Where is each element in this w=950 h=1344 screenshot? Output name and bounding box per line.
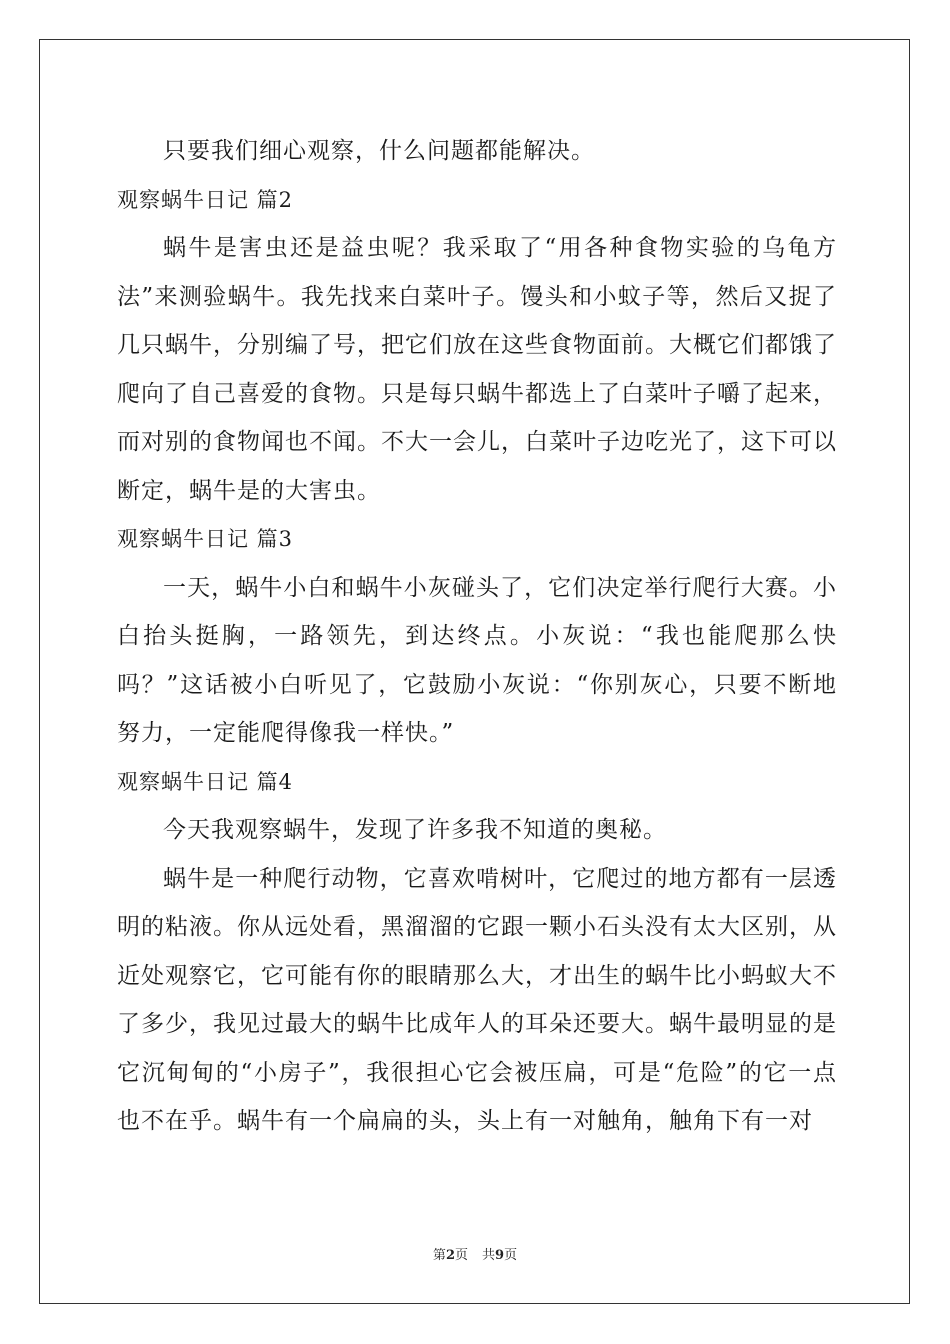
paragraph: 蜗牛是害虫还是益虫呢？我采取了“用各种食物实验的乌龟方法”来测验蜗牛。我先找来白菜叶子。馒头和小蚊子等，然后又捉了几只蜗牛，分别编了号，把它们放在这些食物面前。大概它们都饿了爬向了自己喜爱的食物。只是每只蜗牛都选上了白菜叶子嚼了起来，而对别的食物闻也不闻。不大一会儿，白菜叶子边吃光了，这下可以断定，蜗牛是的大害虫。 <box>117 235 837 504</box>
paragraph: 蜗牛是一种爬行动物，它喜欢啃树叶，它爬过的地方都有一层透明的粘液。你从远处看，黑溜溜的它跟一颗小石头没有太大区别，从近处观察它，它可能有你的眼睛那么大，才出生的蜗牛比小蚂蚁大不了多少，我见过最大的蜗牛比成年人的耳朵还要大。蜗牛最明显的是它沉甸甸的“小房子”，我很担心它会被压扁，可是“危险”的它一点也不在乎。蜗牛有一个扁扁的头，头上有一对触角，触角下有一对 <box>117 865 837 1134</box>
document-body <box>117 127 837 1146</box>
section-heading: 观察蜗牛日记 篇2 <box>117 187 294 212</box>
page-number: 2 <box>445 1248 455 1263</box>
page-suffix: 页 <box>454 1248 468 1263</box>
paragraph: 只要我们细心观察，什么问题都能解决。 <box>163 138 595 164</box>
section-heading: 观察蜗牛日记 篇3 <box>117 527 294 551</box>
total-prefix: 共 <box>482 1248 496 1263</box>
paragraph: 一天，蜗牛小白和蜗牛小灰碰头了，它们决定举行爬行大赛。小白抬头挺胸，一路领先，到达终点。小灰说：“我也能爬那么快吗？”这话被小白听见了，它鼓励小灰说：“你别灰心，只要不断地努力，一定能爬得像我一样快。” <box>117 574 837 746</box>
page-footer <box>0 1244 950 1263</box>
total-suffix: 页 <box>504 1248 518 1263</box>
page-prefix: 第 <box>432 1248 446 1263</box>
paragraph: 今天我观察蜗牛，发现了许多我不知道的奥秘。 <box>163 817 667 843</box>
section-heading: 观察蜗牛日记 篇4 <box>117 769 294 794</box>
total-pages: 9 <box>495 1248 505 1263</box>
